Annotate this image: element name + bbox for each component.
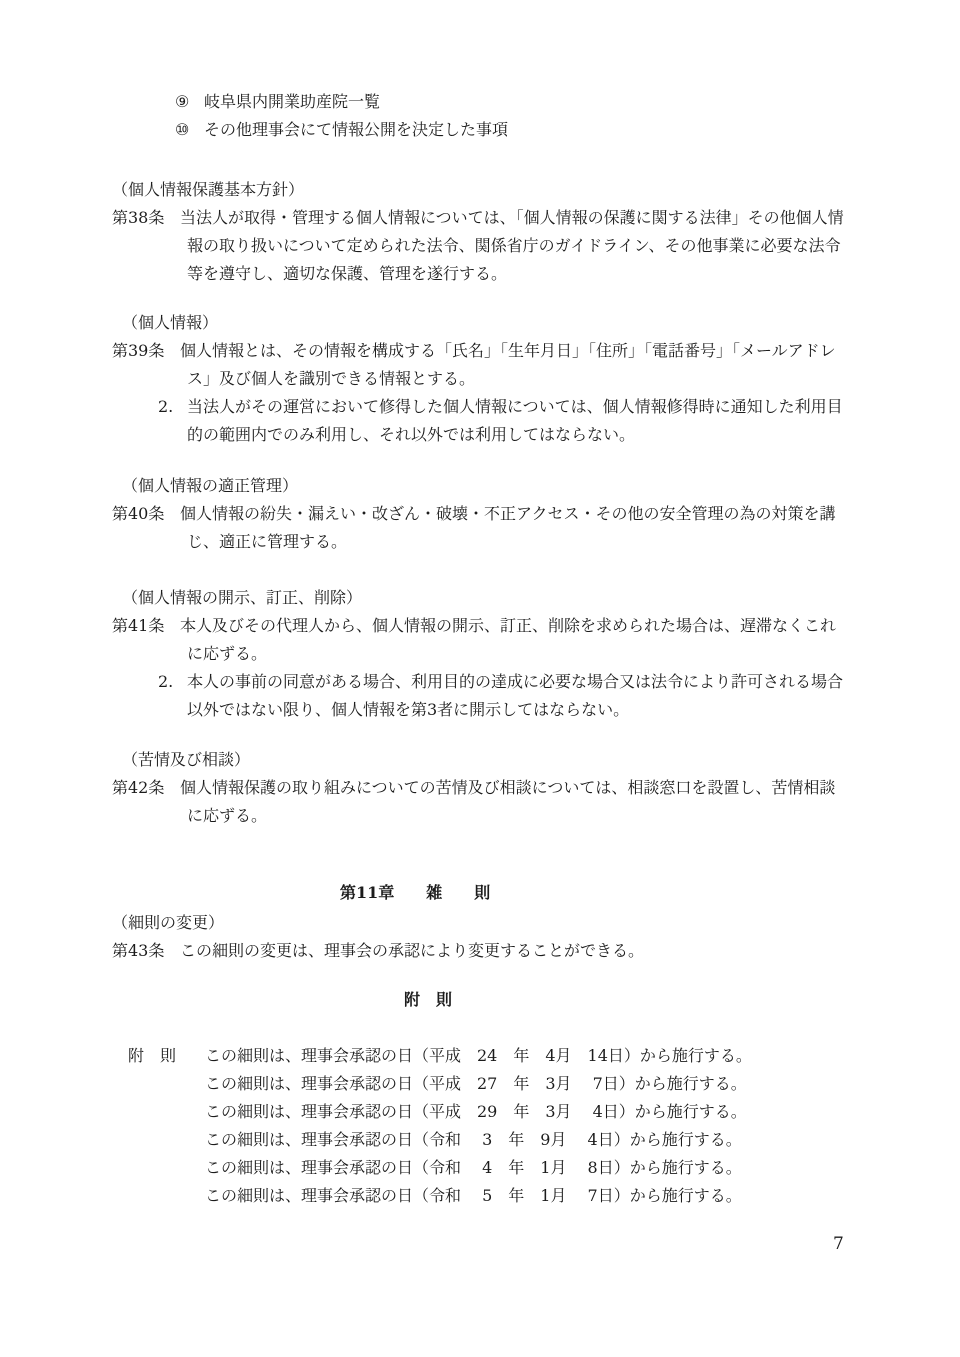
paragraph-number: 2. — [158, 672, 174, 691]
article-text-line: 報の取り扱いについて定められた法令、関係省庁のガイドライン、その他事業に必要な法令 — [187, 236, 841, 255]
article-41-paragraph-2 — [158, 668, 960, 696]
article-text-line: 当法人が取得・管理する個人情報については、「個人情報の保護に関する法律」その他個人情 — [180, 208, 844, 227]
article-number: 第40条 — [112, 504, 165, 523]
article-number: 第38条 — [112, 208, 165, 227]
article-text-line: に応ずる。 — [187, 644, 268, 663]
paragraph-text-line: 的の範囲内でのみ利用し、それ以外では利用してはならない。 — [187, 425, 636, 444]
supplementary-provisions — [0, 1042, 960, 1210]
section-heading-complaints-consultation: （苦情及び相談） — [122, 750, 251, 769]
page-number: 7 — [833, 1234, 844, 1254]
article-number: 第43条 — [112, 941, 165, 960]
section-heading-personal-info: （個人情報） — [122, 313, 219, 332]
article-39 — [112, 337, 960, 365]
paragraph-text-line: 以外ではない限り、個人情報を第3者に開示してはならない。 — [187, 700, 630, 719]
supplementary-row — [128, 1042, 960, 1070]
paragraph-number: 2. — [158, 397, 174, 416]
article-number: 第41条 — [112, 616, 165, 635]
article-text-line: に応ずる。 — [187, 806, 268, 825]
chapter-11-heading: 第11章 雑 則 — [340, 883, 491, 902]
article-text-line: この細則の変更は、理事会の承認により変更することができる。 — [180, 941, 645, 960]
enforcement-line: この細則は、理事会承認の日（令和 3 年 9月 4日）から施行する。 — [205, 1130, 742, 1149]
article-text-line: 個人情報とは、その情報を構成する「氏名」「生年月日」「住所」「電話番号」「メールアドレ — [180, 341, 836, 360]
paragraph-text-line: 当法人がその運営において修得した個人情報については、個人情報修得時に通知した利用目 — [187, 397, 843, 416]
article-number: 第39条 — [112, 341, 165, 360]
article-39-paragraph-2 — [158, 393, 960, 421]
article-text-line: ス」及び個人を識別できる情報とする。 — [187, 369, 476, 388]
section-heading-disclosure-correction-deletion: （個人情報の開示、訂正、削除） — [122, 588, 363, 607]
section-heading-rules-change: （細則の変更） — [112, 913, 225, 932]
circled-number-10: ⑩ — [175, 120, 190, 139]
article-38 — [112, 204, 960, 232]
article-41 — [112, 612, 960, 640]
enforcement-line: この細則は、理事会承認の日（令和 4 年 1月 8日）から施行する。 — [205, 1158, 742, 1177]
article-40 — [112, 500, 960, 528]
paragraph-text-line: 本人の事前の同意がある場合、利用目的の達成に必要な場合又は法令により許可される場合 — [187, 672, 844, 691]
article-text-line: 等を遵守し、適切な保護、管理を遂行する。 — [187, 264, 508, 283]
section-heading-proper-management: （個人情報の適正管理） — [122, 476, 299, 495]
enforcement-line: この細則は、理事会承認の日（令和 5 年 1月 7日）から施行する。 — [205, 1186, 742, 1205]
article-42 — [112, 774, 960, 802]
article-text-line: じ、適正に管理する。 — [187, 532, 348, 551]
article-43 — [112, 937, 960, 965]
article-text-line: 本人及びその代理人から、個人情報の開示、訂正、削除を求められた場合は、遅滞なくこれ — [180, 616, 837, 635]
list-item — [175, 116, 960, 144]
circled-number-9: ⑨ — [175, 92, 190, 111]
supplementary-provisions-heading: 附 則 — [404, 990, 453, 1009]
list-item-text: 岐阜県内開業助産院一覧 — [204, 92, 381, 111]
list-item — [175, 88, 960, 116]
article-text-line: 個人情報保護の取り組みについての苦情及び相談については、相談窓口を設置し、苦情相談 — [180, 778, 836, 797]
enforcement-line: この細則は、理事会承認の日（平成 24 年 4月 14日）から施行する。 — [205, 1046, 752, 1065]
article-number: 第42条 — [112, 778, 165, 797]
article-text-line: 個人情報の紛失・漏えい・改ざん・破壊・不正アクセス・その他の安全管理の為の対策を講 — [180, 504, 836, 523]
enforcement-line: この細則は、理事会承認の日（平成 29 年 3月 4日）から施行する。 — [205, 1102, 747, 1121]
list-item-text: その他理事会にて情報公開を決定した事項 — [204, 120, 509, 139]
supplementary-label: 附 則 — [128, 1046, 177, 1065]
section-heading-privacy-policy: （個人情報保護基本方針） — [112, 180, 305, 199]
enforcement-line: この細則は、理事会承認の日（平成 27 年 3月 7日）から施行する。 — [205, 1074, 747, 1093]
